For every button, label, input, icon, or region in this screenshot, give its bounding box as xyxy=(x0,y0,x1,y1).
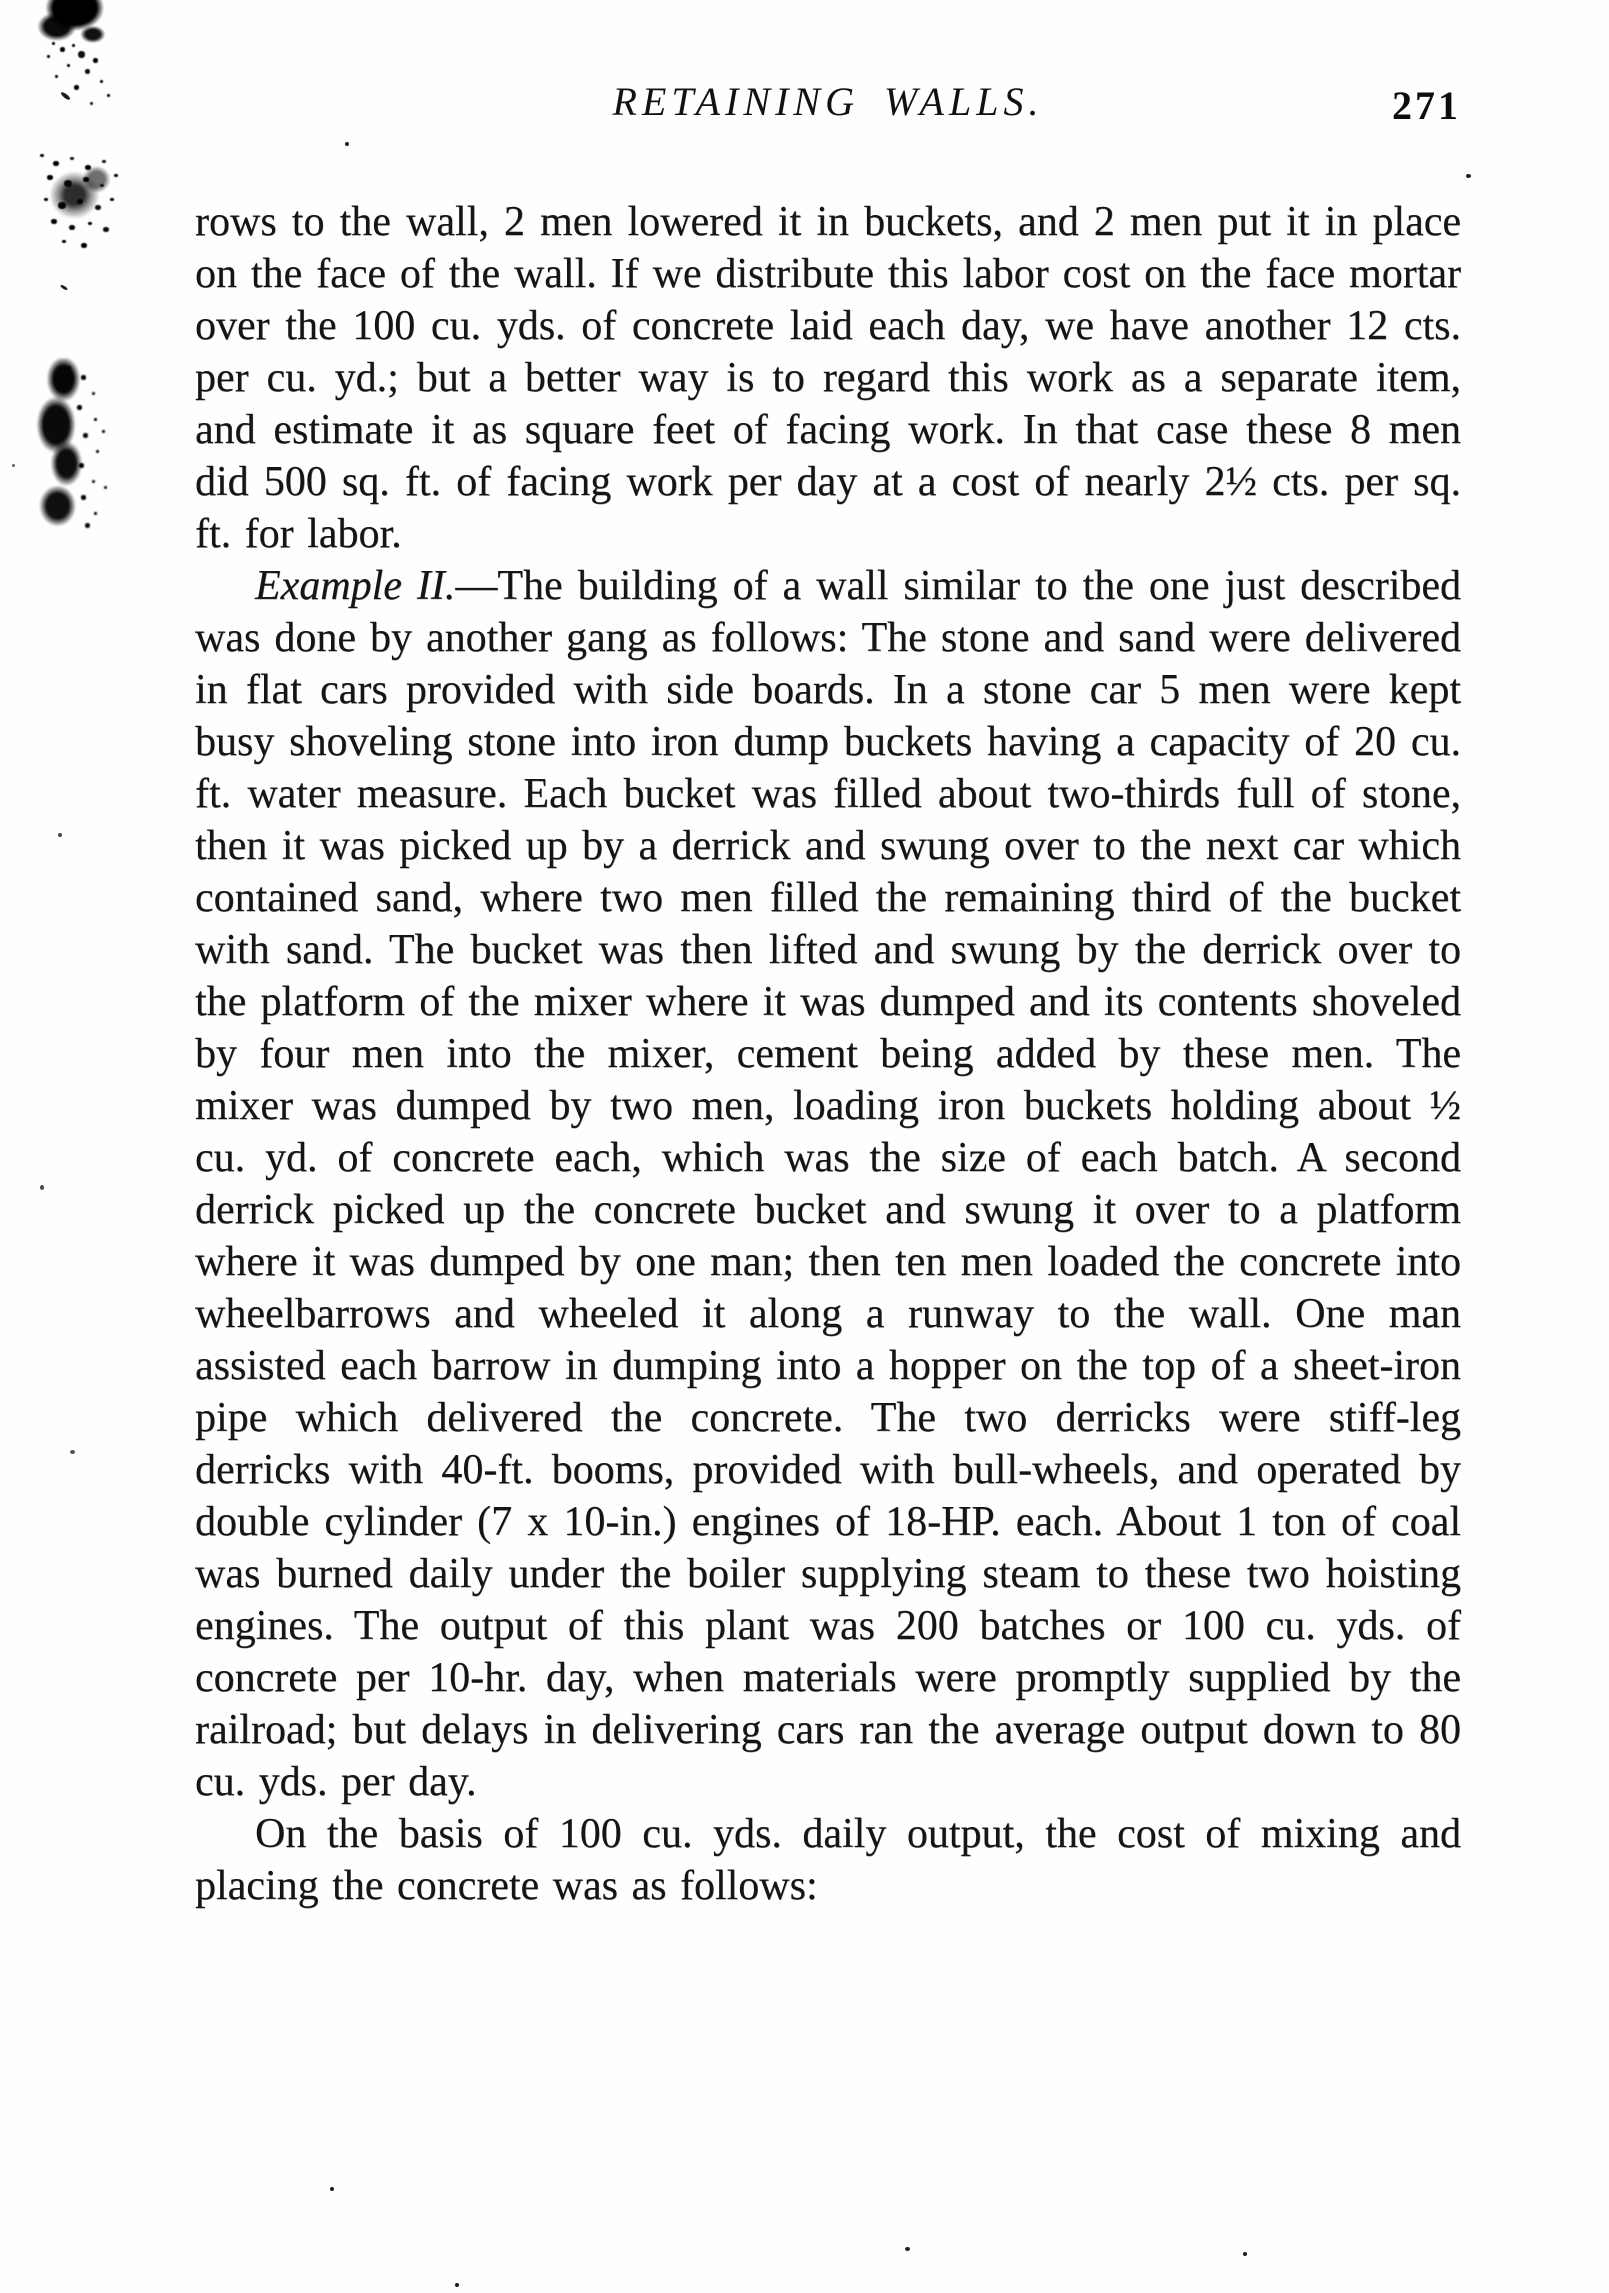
paragraph-closing xyxy=(195,1808,1461,1912)
page-body-text xyxy=(195,196,1461,1912)
running-head-title: RETAINING WALLS. xyxy=(612,79,1044,124)
ink-speck xyxy=(60,284,68,291)
ink-speck xyxy=(1243,2252,1247,2256)
paragraph-continuation xyxy=(195,196,1461,560)
book-page xyxy=(195,60,1461,1912)
page-header xyxy=(195,60,1461,144)
paragraph-text: On the basis of 100 cu. yds. daily output, the cost of mixing and placing the concrete was as follows: xyxy=(195,1811,1461,1909)
example-lead-label: Example II. xyxy=(255,563,456,609)
ink-speck xyxy=(330,2187,334,2191)
paragraph-text: rows to the wall, 2 men lowered it in buckets, and 2 men put it in place on the face of the wall. If we distribute this labor cost on the face mortar over the 100 cu. yds. of concrete laid each day, we have another 12 cts. per cu. yd.; but a better way is to regard this work as a separate item, and estimate it as square feet of facing work. In that case these 8 men did 500 sq. ft. of facing work per day at a cost of nearly 2½ cts. per sq. ft. for labor. xyxy=(195,199,1461,557)
ink-speck xyxy=(40,1185,44,1190)
ink-speck xyxy=(1466,174,1471,178)
ink-smudge-middle xyxy=(34,150,126,248)
ink-smudge-top xyxy=(28,0,118,64)
paragraph-text: —The building of a wall similar to the one just described was done by another gang as follows: The stone and sand were delivered in flat cars provided with side boards. In a stone car 5 men were kept busy shoveling stone into iron dump buckets having a capacity of 20 cu. ft. water measure. Each bucket was filled about two-thirds full of stone, then it was picked up by a derrick and swung over to the next car which contained sand, where two men filled the remaining third of the bucket with sand. The bucket was then lifted and swung by the derrick over to the platform of the mixer where it was dumped and its contents shoveled by four men into the mixer, cement being added by these men. The mixer was dumped by two men, loading iron buckets holding about ½ cu. yd. of concrete each, which was the size of each batch. A second derrick picked up the concrete bucket and swung it over to a platform where it was dumped by one man; then ten men loaded the concrete into wheelbarrows and wheeled it along a runway to the wall. One man assisted each barrow in dumping into a hopper on the top of a sheet-iron pipe which delivered the concrete. The two derricks were stiff-leg derricks with 40-ft. booms, provided with bull-wheels, and operated by double cylinder (7 x 10-in.) engines of 18-HP. each. About 1 ton of coal was burned daily under the boiler supplying steam to these two hoisting engines. The output of this plant was 200 batches or 100 cu. yds. of concrete per 10-hr. day, when materials were promptly supplied by the railroad; but delays in delivering cars ran the average output down to 80 cu. yds. per day. xyxy=(195,563,1461,1805)
ink-speck xyxy=(905,2247,910,2251)
paragraph-example-2 xyxy=(195,560,1461,1808)
ink-speck xyxy=(70,1450,75,1454)
ink-speck xyxy=(60,91,71,101)
ink-speck xyxy=(12,464,15,467)
ink-speck xyxy=(455,2283,459,2287)
page-number: 271 xyxy=(1392,83,1461,128)
ink-speck xyxy=(58,833,62,837)
ink-smudge-lower xyxy=(28,358,102,534)
